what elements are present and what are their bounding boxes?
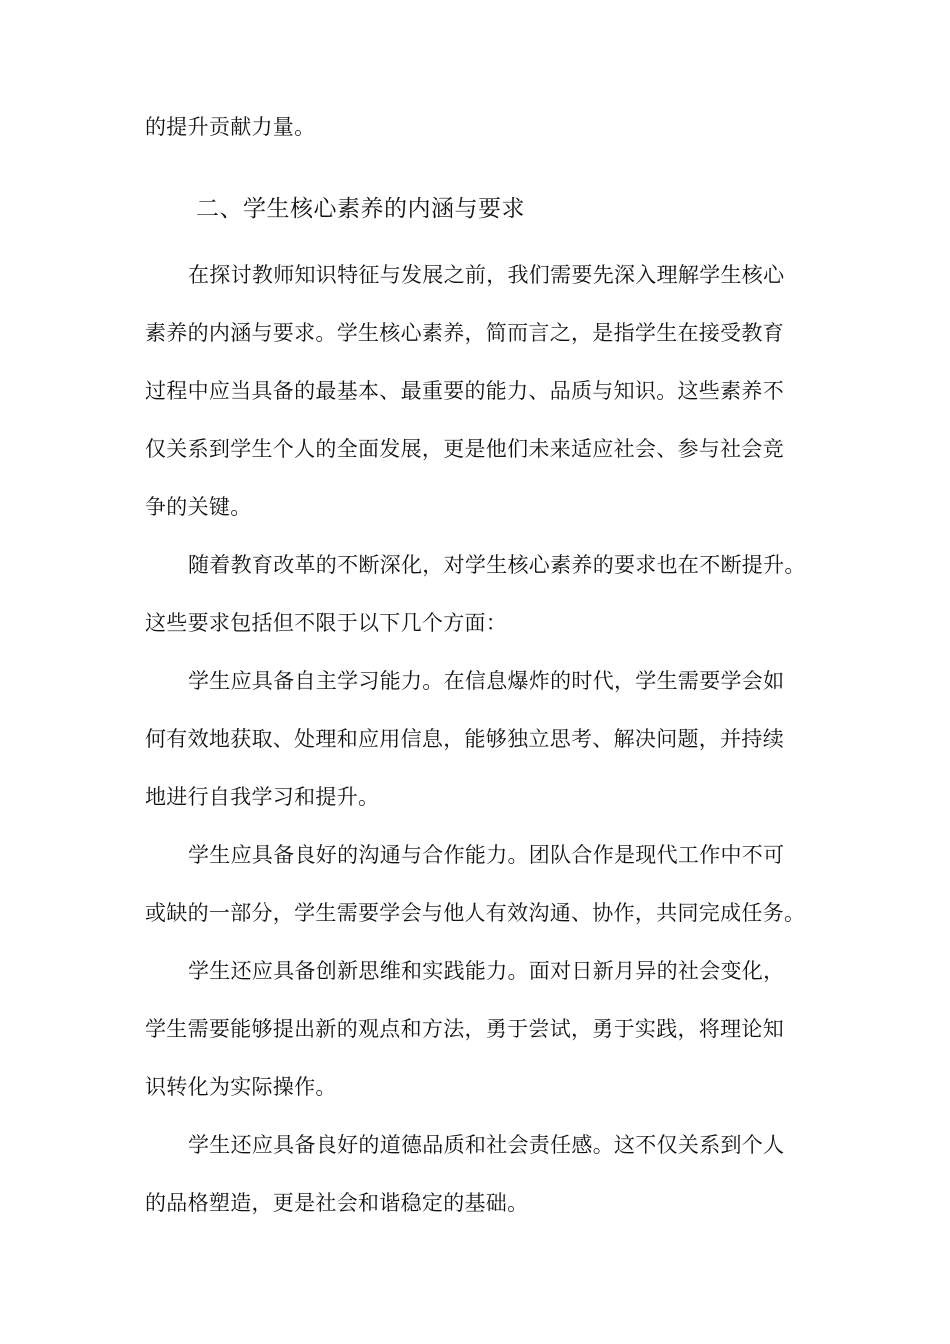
text-line: 学生应具备良好的沟通与合作能力。团队合作是现代工作中不可 [188,843,785,867]
text-line: 素养的内涵与要求。学生核心素养，简而言之，是指学生在接受教育 [145,321,784,345]
text-line: 识转化为实际操作。 [145,1075,337,1099]
text-line: 这些要求包括但不限于以下几个方面： [145,611,508,635]
text-line: 的品格塑造，更是社会和谐稳定的基础。 [145,1191,529,1215]
text-line: 地进行自我学习和提升。 [145,785,380,809]
text-line: 的提升贡献力量。 [145,115,316,139]
section-heading: 二、学生核心素养的内涵与要求 [196,196,525,222]
text-line: 何有效地获取、处理和应用信息，能够独立思考、解决问题，并持续 [145,727,784,751]
text-line: 过程中应当具备的最基本、最重要的能力、品质与知识。这些素养不 [145,379,784,403]
text-line: 争的关键。 [145,495,252,519]
text-line: 学生需要能够提出新的观点和方法，勇于尝试，勇于实践，将理论知 [145,1017,784,1041]
text-line: 或缺的一部分，学生需要学会与他人有效沟通、协作，共同完成任务。 [145,901,806,925]
text-line: 学生还应具备良好的道德品质和社会责任感。这不仅关系到个人 [188,1133,785,1157]
text-line: 学生应具备自主学习能力。在信息爆炸的时代，学生需要学会如 [188,669,785,693]
text-line: 仅关系到学生个人的全面发展，更是他们未来适应社会、参与社会竞 [145,437,784,461]
text-line: 在探讨教师知识特征与发展之前，我们需要先深入理解学生核心 [188,263,785,287]
text-line: 学生还应具备创新思维和实践能力。面对日新月异的社会变化， [188,959,785,983]
text-line: 随着教育改革的不断深化，对学生核心素养的要求也在不断提升。 [188,553,806,577]
